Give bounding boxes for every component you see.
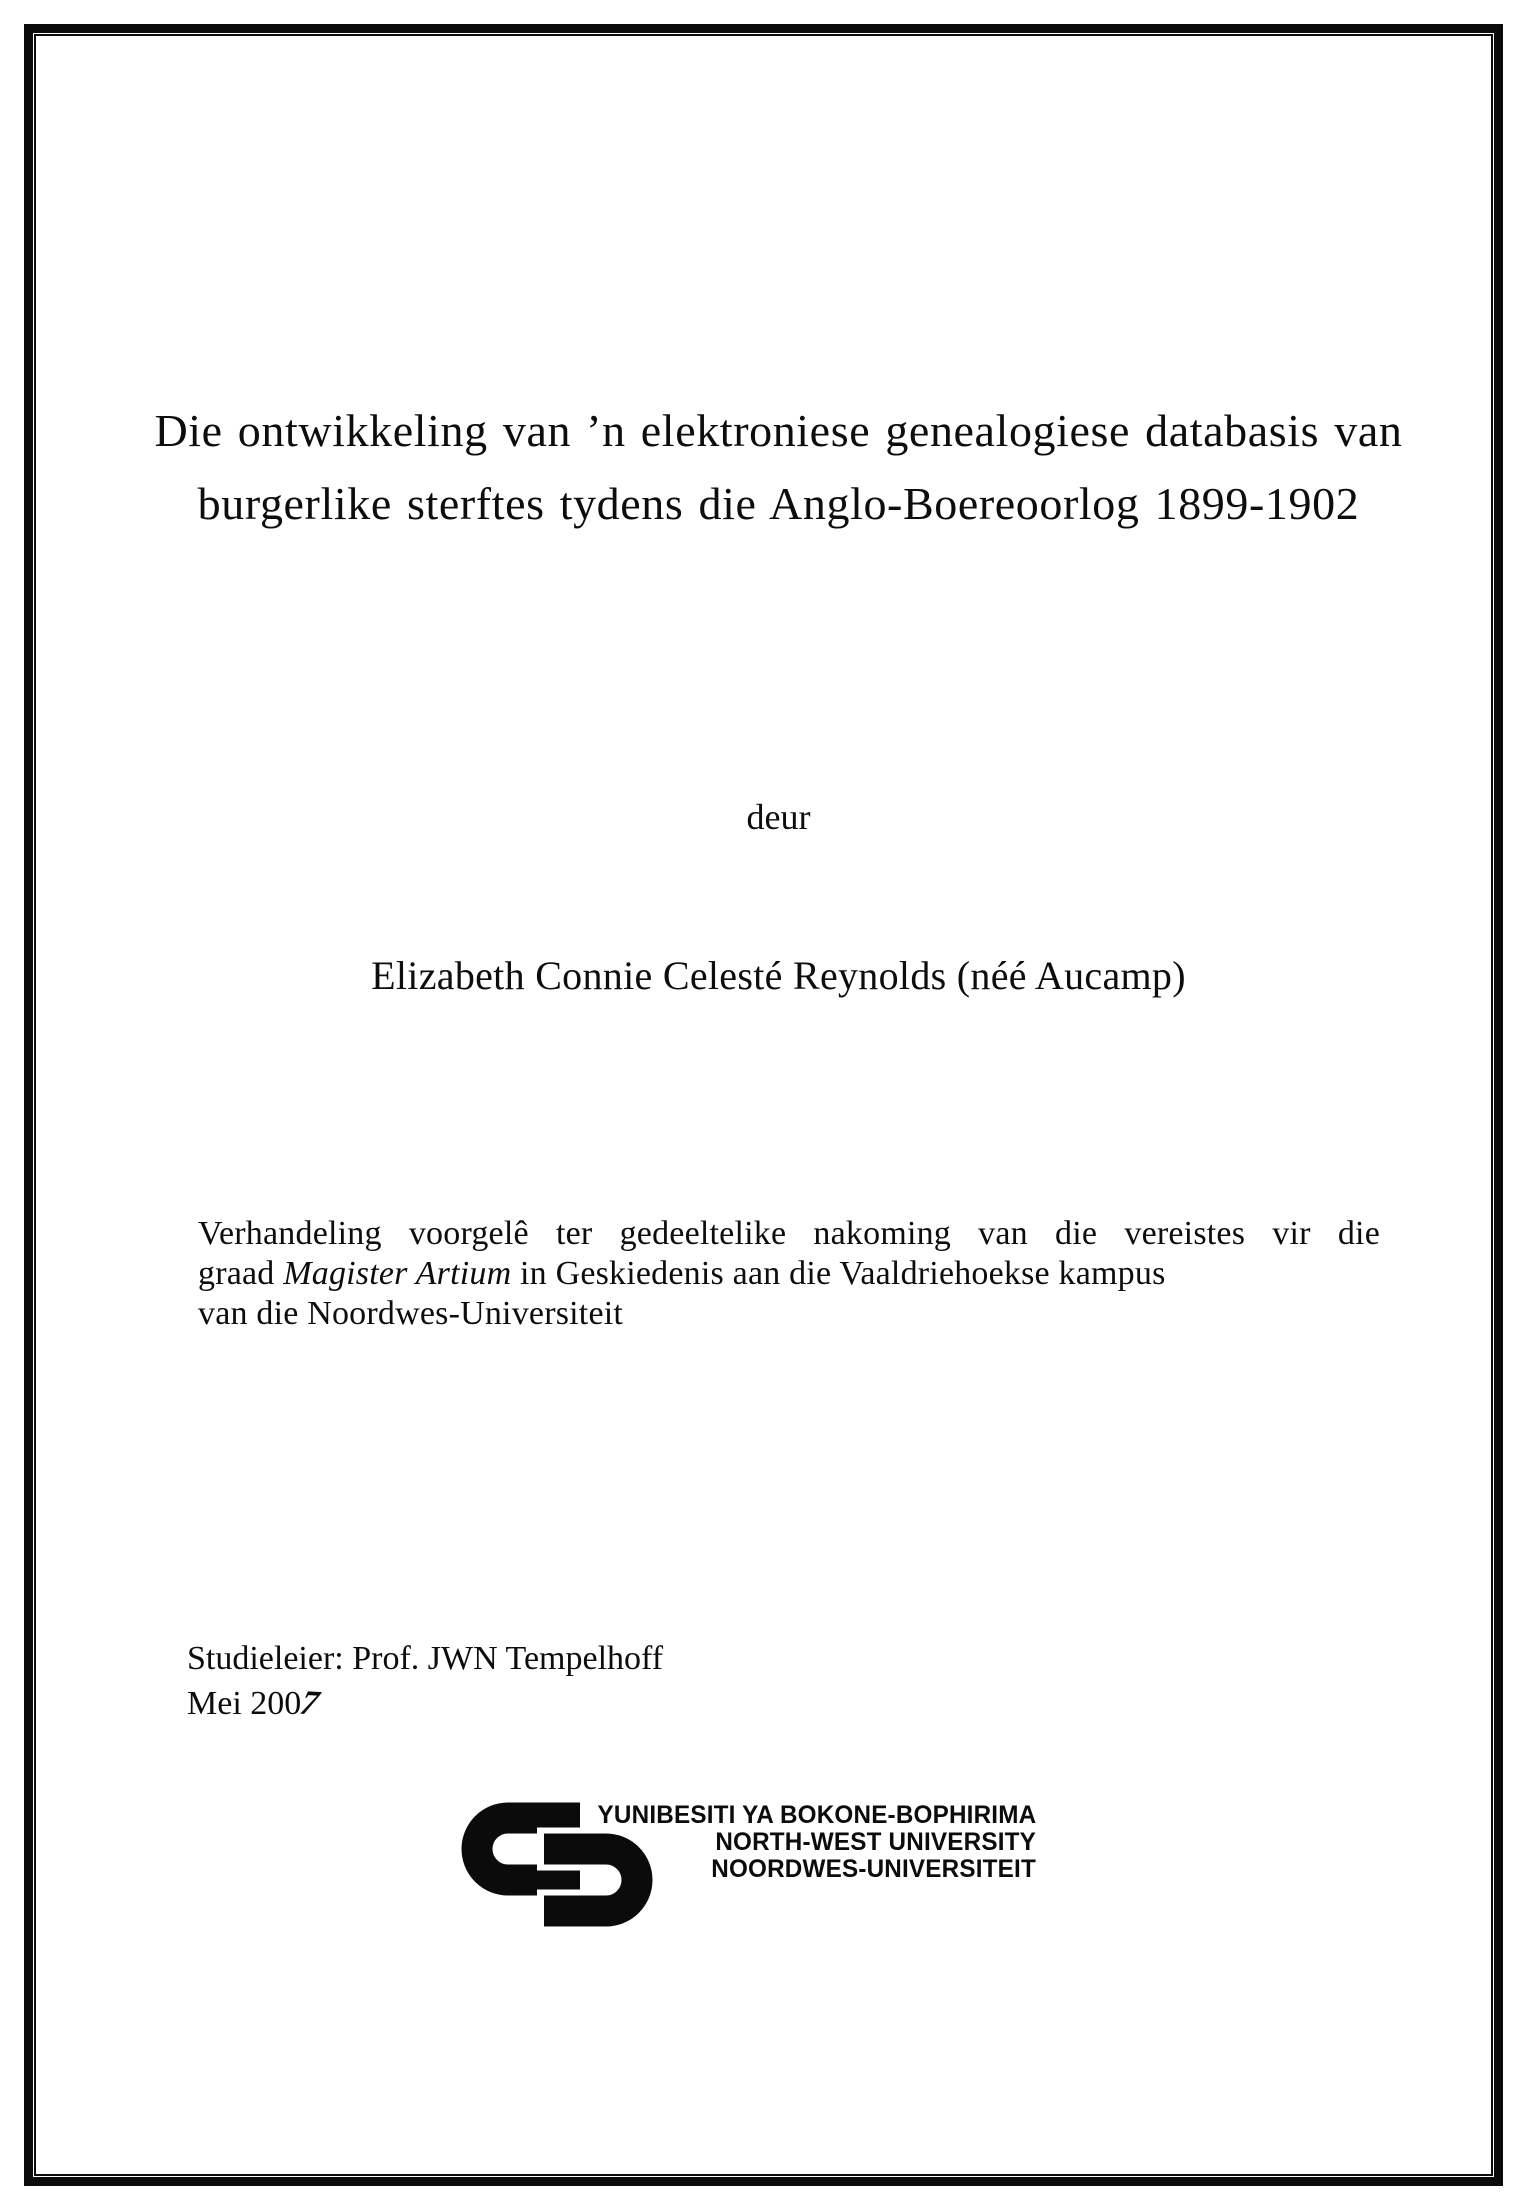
degree-statement-line1: Verhandeling voorgelê ter gedeeltelike nakoming van die vereistes vir die (198, 1215, 1380, 1252)
author-name: Elizabeth Connie Celesté Reynolds (néé Aucamp) (371, 953, 1186, 998)
date-last-digit: 7 (293, 1684, 326, 1723)
degree-statement-line2-pre: graad (198, 1255, 284, 1292)
supervisor-block (187, 1636, 663, 1726)
degree-statement-line2-post: in Geskiedenis aan die Vaaldriehoekse kampus (511, 1255, 1166, 1292)
date-text: Mei 200 (187, 1685, 302, 1722)
thesis-title-line2: burgerlike sterftes tydens die Anglo-Boereoorlog 1899-1902 (197, 478, 1360, 529)
thesis-title-line1: Die ontwikkeling van ’n elektroniese genealogiese databasis van (154, 405, 1403, 456)
university-logo (458, 1794, 1058, 1946)
logo-text-setswana: YUNIBESITI YA BOKONE-BOPHIRIMA (597, 1801, 1037, 1829)
thesis-title (115, 394, 1442, 540)
byline-deur: deur (746, 797, 811, 837)
degree-name-italic: Magister Artium (283, 1255, 512, 1292)
university-logo-text (598, 1802, 1036, 1883)
supervisor-line: Studieleier: Prof. JWN Tempelhoff (187, 1640, 664, 1677)
degree-statement-line2 (198, 1254, 1380, 1294)
degree-statement (198, 1214, 1380, 1334)
logo-text-afrikaans: NOORDWES-UNIVERSITEIT (711, 1855, 1036, 1883)
logo-text-english: NORTH-WEST UNIVERSITY (715, 1828, 1036, 1856)
date-line (187, 1681, 663, 1726)
degree-statement-line3: van die Noordwes-Universiteit (198, 1295, 624, 1332)
